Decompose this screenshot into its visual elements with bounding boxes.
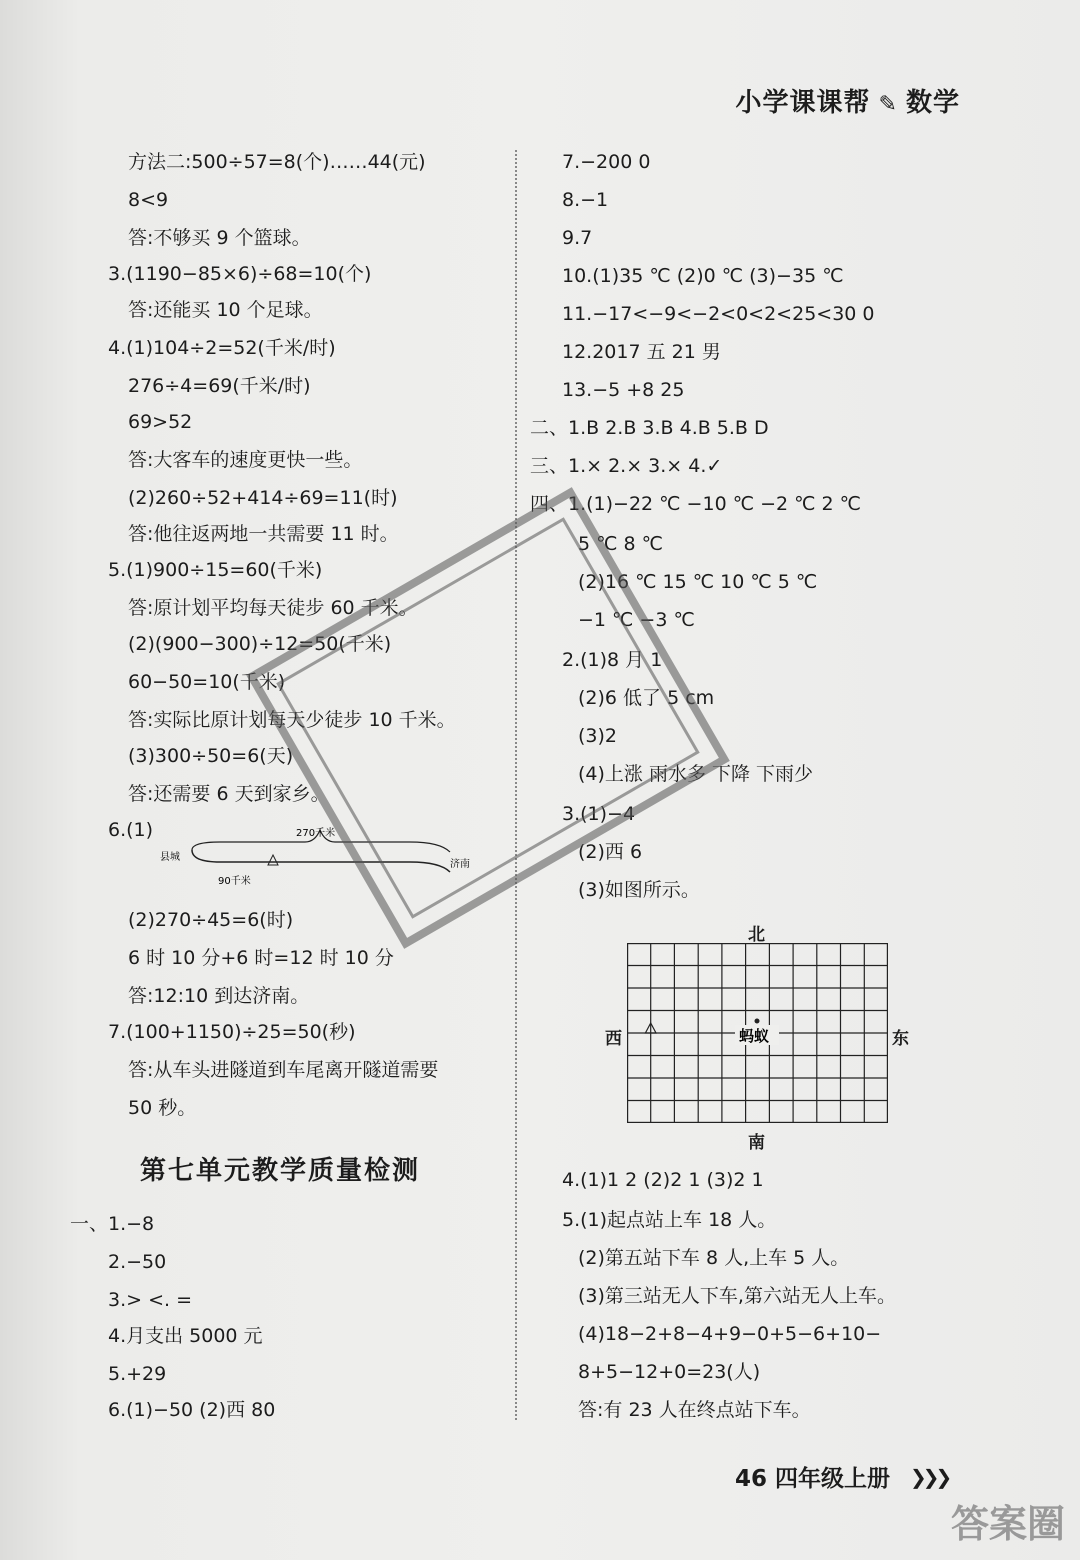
- answer-line: 方法二:500÷57=8(个)……44(元): [128, 151, 426, 173]
- answer-line: 3.> <. =: [108, 1289, 193, 1311]
- answer-line: 四、1.(1)−22 ℃ −10 ℃ −2 ℃ 2 ℃: [530, 493, 861, 515]
- answer-line: (2)(900−300)÷12=50(千米): [128, 633, 392, 655]
- ant-position-dot: [755, 1019, 760, 1024]
- answer-line: (4)18−2+8−4+9−0+5−6+10−: [578, 1323, 882, 1345]
- answer-line: (2)6 低了 5 cm: [578, 687, 715, 709]
- answer-line: 2.(1)8 月 1: [562, 649, 663, 671]
- distance-label-bottom: 90千米: [218, 876, 251, 887]
- answer-line: (3)2: [578, 725, 618, 747]
- answer-line: 5.(1)900÷15=60(千米): [108, 559, 323, 581]
- answer-line: 3.(1190−85×6)÷68=10(个): [108, 263, 372, 285]
- answer-line: 9.7: [562, 227, 593, 249]
- answer-line: 11.−17<−9<−2<0<2<25<30 0: [562, 303, 875, 325]
- answer-line: 6.(1): [108, 819, 154, 841]
- answer-line: (2)西 6: [578, 841, 643, 863]
- chevrons-icon: ❯❯❯: [910, 1465, 949, 1489]
- answer-line: (2)260÷52+414÷69=11(时): [128, 487, 398, 509]
- east-label: 东: [892, 1029, 909, 1049]
- answer-line: −1 ℃ −3 ℃: [578, 609, 695, 631]
- page-footer: [735, 1460, 890, 1493]
- answer-line: 60−50=10(千米): [128, 671, 286, 693]
- page-header: [736, 82, 960, 119]
- answer-line: (2)16 ℃ 15 ℃ 10 ℃ 5 ℃: [578, 571, 818, 593]
- section-title: 第七单元教学质量检测: [140, 1156, 421, 1186]
- answer-line: 5 ℃ 8 ℃: [578, 533, 663, 555]
- subject-title: 数学: [905, 88, 960, 118]
- triangle-marker-icon: [268, 855, 278, 865]
- answer-line: 答:大客车的速度更快一些。: [128, 449, 363, 471]
- answer-line: 276÷4=69(千米/时): [128, 375, 311, 397]
- end-label: 济南: [450, 859, 470, 870]
- answer-line: 8+5−12+0=23(人): [578, 1361, 761, 1383]
- answer-line: 7.−200 0: [562, 151, 651, 173]
- answer-line: 一、1.−8: [70, 1213, 155, 1235]
- answer-line: 7.(100+1150)÷25=50(秒): [108, 1021, 356, 1043]
- answer-line: 二、1.B 2.B 3.B 4.B 5.B D: [530, 417, 769, 439]
- answer-line: (3)如图所示。: [578, 879, 700, 901]
- answer-line: 8<9: [128, 189, 169, 211]
- answer-line: (2)第五站下车 8 人,上车 5 人。: [578, 1247, 850, 1269]
- answer-line: 13.−5 +8 25: [562, 379, 685, 401]
- answer-line: 3.(1)−4: [562, 803, 636, 825]
- series-title: 小学课课帮: [735, 88, 871, 118]
- answer-line: 答:从车头进隧道到车尾离开隧道需要: [128, 1059, 439, 1081]
- answer-line: 6 时 10 分+6 时=12 时 10 分: [128, 947, 394, 969]
- grade-label: 四年级上册: [775, 1466, 891, 1492]
- answer-line: 2.−50: [108, 1251, 167, 1273]
- start-label: 县城: [160, 852, 180, 863]
- answer-line: 6.(1)−50 (2)西 80: [108, 1399, 276, 1421]
- pencil-icon: ✎: [878, 92, 898, 117]
- answer-line: 50 秒。: [128, 1097, 197, 1119]
- answer-line: 8.−1: [562, 189, 609, 211]
- answer-line: 答:原计划平均每天徒步 60 千米。: [128, 597, 418, 619]
- answer-line: 10.(1)35 ℃ (2)0 ℃ (3)−35 ℃: [562, 265, 844, 287]
- answer-line: 4.月支出 5000 元: [108, 1325, 263, 1347]
- page-number: 46: [735, 1466, 768, 1492]
- answer-line: (3)300÷50=6(天): [128, 745, 294, 767]
- north-label: 北: [748, 925, 765, 945]
- answer-line: 答:有 23 人在终点站下车。: [578, 1399, 811, 1421]
- answer-line: 答:实际比原计划每天少徒步 10 千米。: [128, 709, 456, 731]
- answer-line: 5.(1)起点站上车 18 人。: [562, 1209, 777, 1231]
- direction-grid: [627, 943, 888, 1123]
- answer-line: 答:他往返两地一共需要 11 时。: [128, 523, 399, 545]
- distance-label-top: 270千米: [296, 828, 336, 839]
- answer-line: 5.+29: [108, 1363, 167, 1385]
- watermark: 答案圈: [950, 1502, 1065, 1546]
- answer-line: 答:还需要 6 天到家乡。: [128, 783, 330, 805]
- answer-line: 69>52: [128, 411, 193, 433]
- answer-line: 答:不够买 9 个篮球。: [128, 227, 311, 249]
- answer-line: (3)第三站无人下车,第六站无人上车。: [578, 1285, 896, 1307]
- west-label: 西: [605, 1029, 622, 1049]
- answer-line: 4.(1)1 2 (2)2 1 (3)2 1: [562, 1169, 764, 1191]
- answer-line: 12.2017 五 21 男: [562, 341, 721, 363]
- answer-line: 三、1.× 2.× 3.× 4.✓: [530, 455, 723, 477]
- answer-line: 4.(1)104÷2=52(千米/时): [108, 337, 336, 359]
- answer-line: (2)270÷45=6(时): [128, 909, 294, 931]
- ant-label: 蚂蚁: [739, 1027, 770, 1045]
- answer-line: 答:还能买 10 个足球。: [128, 299, 323, 321]
- answer-line: (4)上涨 雨水多 下降 下雨少: [578, 763, 814, 785]
- south-label: 南: [748, 1133, 765, 1153]
- answer-line: 答:12:10 到达济南。: [128, 985, 310, 1007]
